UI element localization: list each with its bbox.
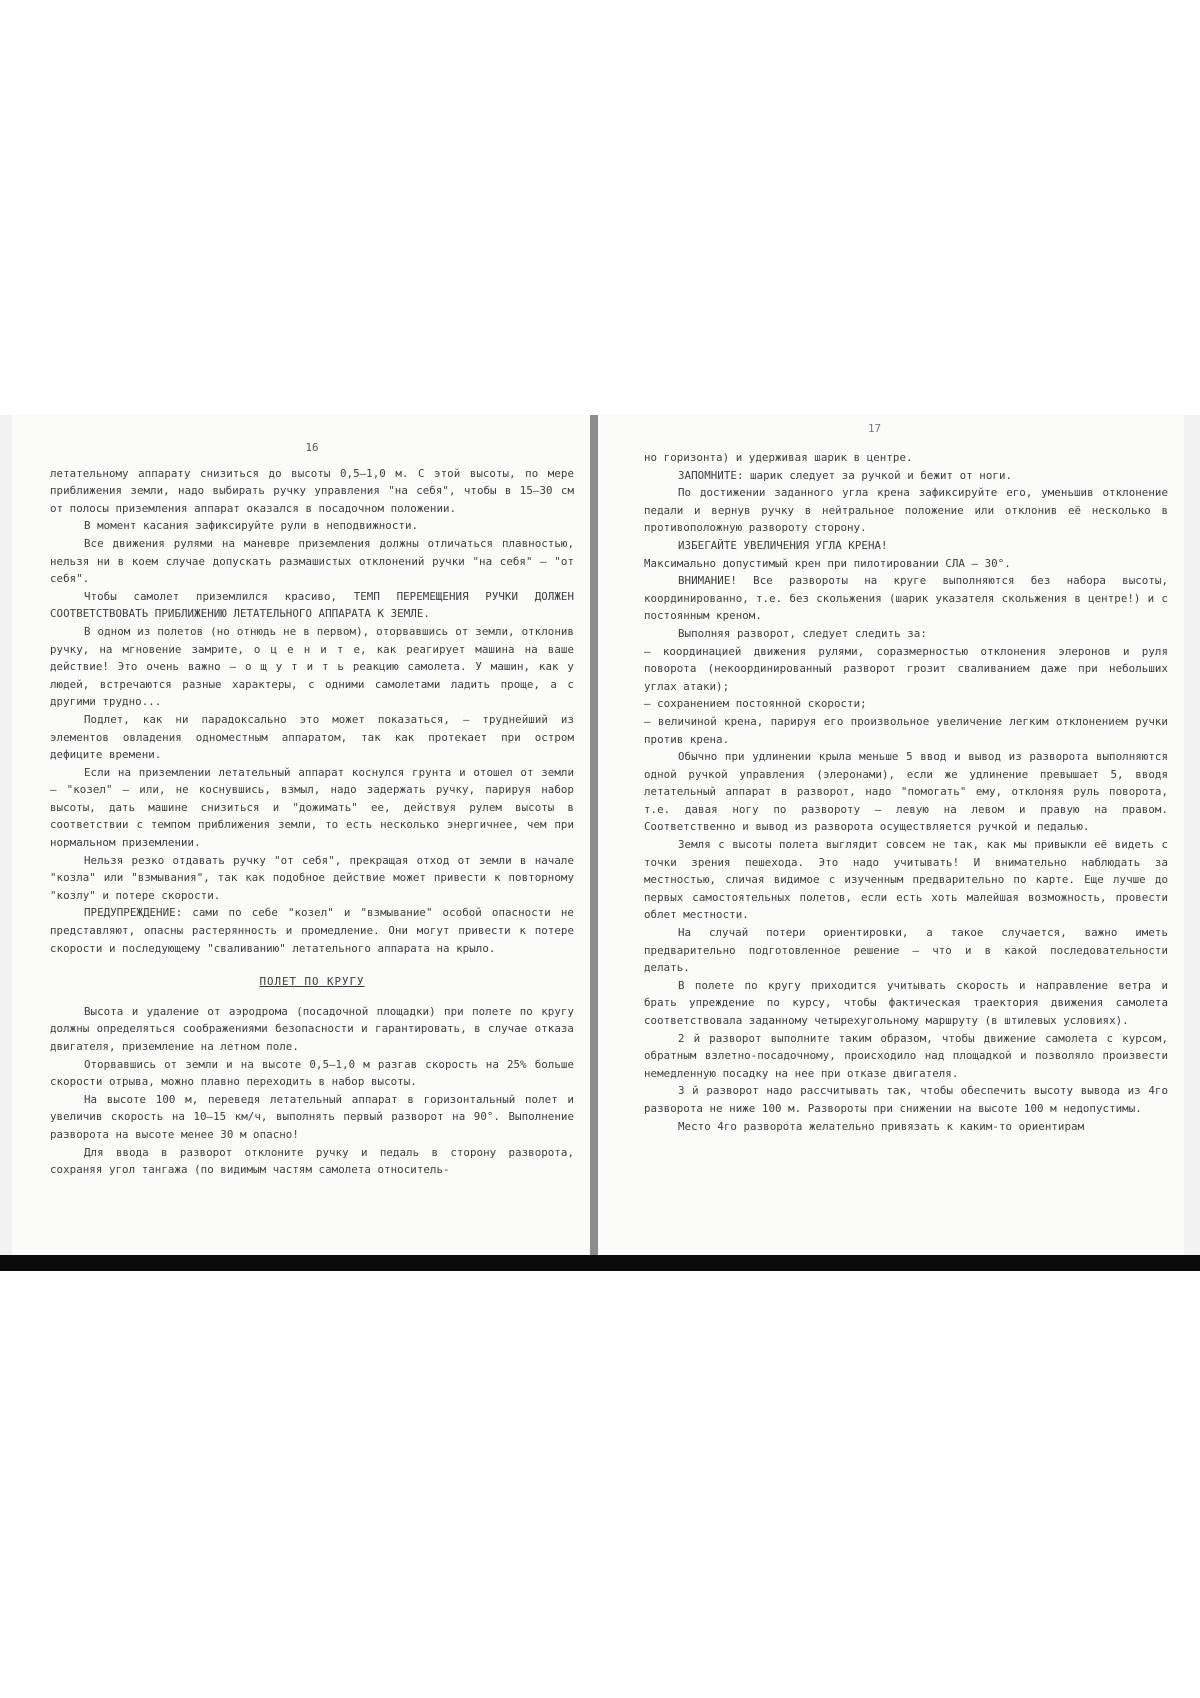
paragraph: По достижении заданного угла крена зафиксируйте его, уменьшив отклонение педали и вернув ручку в нейтральное положение или отклонив её несколько в противоположную развороту сторону. (644, 486, 1168, 535)
page-number: 16 (305, 441, 319, 454)
paragraph: Земля с высоты полета выглядит совсем не так, как мы привыкли её видеть с точки зрения пешехода. Это надо учитывать! И внимательно наблюдать за местностью, сличая видимое с изученным предварительно по карте. Еще лучше до первых самостоятельных полетов, если есть хоть малейшая возможность, провести облет местности. (644, 838, 1168, 922)
page-number: 17 (868, 422, 882, 435)
paragraph: Максимально допустимый крен при пилотировании СЛА – 30°. (644, 556, 1011, 570)
paragraph: но горизонта) и удерживая шарик в центре. (644, 451, 913, 464)
paragraph: ПРЕДУПРЕЖДЕНИЕ: сами по себе "козел" и "взмывание" особой опасности не представляют, опасны растерянность и промедление. Они могут привести к потере скорости и последующему "сваливанию" летательного аппарата на крыло. (50, 906, 574, 955)
paragraph: Высота и удаление от аэродрома (посадочной площадки) при полете по кругу должны определяться соображениями безопасности и гарантировать, в случае отказа двигателя, приземление на летном поле. (50, 1004, 574, 1053)
book-gutter (590, 415, 598, 1255)
paragraph: Нельзя резко отдавать ручку "от себя", прекращая отход от земли в начале "козла" или "взмывания", так как подобное действие может привести к повторному "козлу" и потере скорости. (50, 853, 574, 902)
paragraph: 3 й разворот надо рассчитывать так, чтобы обеспечить высоту вывода из 4го разворота не ниже 100 м. Развороты при снижении на высоте 100 м недопустимы. (644, 1084, 1168, 1115)
paragraph: В момент касания зафиксируйте рули в неподвижности. (84, 519, 419, 533)
list-item: – координацией движения рулями, соразмерностью отклонения элеронов и руля поворота (некоординированный разворот грозит сваливанием даже при небольших углах атаки); (644, 644, 1168, 693)
paragraph: Если на приземлении летательный аппарат коснулся грунта и отошел от земли – "козел" – или, не коснувшись, взмыл, надо задержать ручку, парируя набор высоты, дать машине снизиться и "дожимать" ее, действуя рулем высоты в соответствии с темпом приближения земли, то есть несколько энергичнее, чем при нормальном приземлении. (50, 765, 574, 850)
scan-bottom-edge (0, 1255, 1200, 1271)
paragraph: летательному аппарату снизиться до высоты 0,5–1,0 м. С этой высоты, по мере приближения земли, надо выбирать ручку управления "на себя", чтобы в 15–30 см от полосы приземления аппарат оказался в посадочном положении. (50, 466, 574, 515)
paragraph: ИЗБЕГАЙТЕ УВЕЛИЧЕНИЯ УГЛА КРЕНА! (678, 538, 888, 552)
section-title: ПОЛЕТ ПО КРУГУ (259, 975, 365, 989)
list-item: – сохранением постоянной скорости; (644, 697, 867, 711)
paragraph: Все движения рулями на маневре приземления должны отличаться плавностью, нельзя ни в коем случае допускать размашистых отклонений ручки "на себя" – "от себя". (50, 536, 574, 586)
paragraph: На случай потери ориентировки, а такое случается, важно иметь предварительно подготовленное решение – что и в какой последовательности делать. (644, 926, 1168, 975)
paragraph: Обычно при удлинении крыла меньше 5 ввод и вывод из разворота выполняются одной ручкой управления (элеронами), если же удлинение превышает 5, вводя летательный аппарат в разворот, надо "помогать" ему, отклоняя руль поворота, т.е. давая ногу по развороту – левую на левом и правую на правом. Соответственно и вывод из разворота осуществляется ручкой и педалью. (644, 750, 1168, 834)
paragraph: В полете по кругу приходится учитывать скорость и направление ветра и брать упреждение по курсу, чтобы фактическая траектория движения самолета соответствовала заданному четырехугольному маршруту (в штилевых условиях). (644, 978, 1168, 1027)
paragraph: 2 й разворот выполните таким образом, чтобы движение самолета с курсом, обратным взлетно-посадочному, происходило над площадкой и позволяло произвести немедленную посадку на нее при отказе двигателя. (644, 1031, 1168, 1080)
paragraph: Чтобы самолет приземлился красиво, ТЕМП ПЕРЕМЕЩЕНИЯ РУЧКИ ДОЛЖЕН СООТВЕТСТВОВАТЬ ПРИБЛИЖЕНИЮ ЛЕТАТЕЛЬНОГО АППАРАТА К ЗЕМЛЕ. (50, 589, 574, 621)
list-item: – величиной крена, парируя его произвольное увеличение легким отклонением ручки против крена. (644, 714, 1168, 746)
paragraph: Для ввода в разворот отклоните ручку и педаль в сторону разворота, сохраняя угол тангажа (по видимым частям самолета относитель- (50, 1145, 574, 1177)
scan-spread (0, 415, 1200, 1271)
paragraph: Подлет, как ни парадоксально это может показаться, – труднейший из элементов овладения одноместным аппаратом, так как протекает при остром дефиците времени. (50, 712, 574, 762)
paragraph: На высоте 100 м, переведя летательный аппарат в горизонтальный полет и увеличив скорость на 10–15 км/ч, выполнять первый разворот на 90°. Выполнение разворота на высоте менее 30 м опасно! (50, 1092, 574, 1141)
paragraph: ВНИМАНИЕ! Все развороты на круге выполняются без набора высоты, координированно, т.е. без скольжения (шарик указателя скольжения в центре!) и с постоянным креном. (644, 574, 1168, 623)
right-page (598, 415, 1184, 1255)
paragraph: В одном из полетов (но отнюдь не в первом), оторвавшись от земли, отклонив ручку, на мгновение замрите, о ц е н и т е, как реагирует машина на ваше действие! Это очень важно – о щ у т и т ь реакцию самолета. У машин, как у людей, встречаются разные характеры, с одними самолетами ладить проще, а с другими трудно... (50, 624, 574, 709)
paragraph: Место 4го разворота желательно привязать к каким-то ориентирам (678, 1119, 1085, 1133)
paragraph: Оторвавшись от земли и на высоте 0,5–1,0 м разгав скорость на 25% больше скорости отрыва, можно плавно переходить в набор высоты. (50, 1057, 574, 1089)
paragraph: Выполняя разворот, следует следить за: (678, 626, 927, 640)
paragraph: ЗАПОМНИТЕ: шарик следует за ручкой и бежит от ноги. (678, 468, 1013, 482)
left-page (12, 415, 590, 1255)
